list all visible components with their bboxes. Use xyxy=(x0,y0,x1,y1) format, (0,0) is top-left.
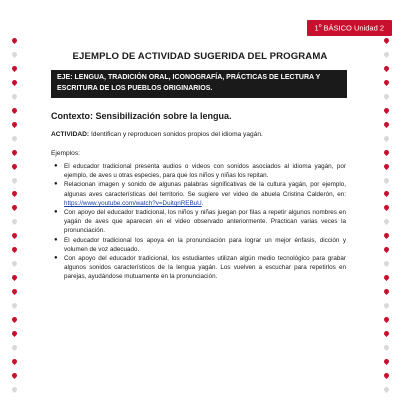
drop-ornament-icon xyxy=(382,176,389,183)
drop-ornament-icon xyxy=(382,288,389,295)
drop-ornament-icon xyxy=(10,79,17,86)
bullet-icon: ● xyxy=(54,255,58,262)
drop-ornament-icon xyxy=(10,204,17,211)
examples-label: Ejemplos: xyxy=(51,150,80,157)
activity-text: Identifican y reproducen sonidos propios del idioma yagán. xyxy=(89,131,263,138)
list-item-text: Con apoyo del educador tradicional, los niños y niñas juegan por filas a repetir algunos nombres en yagán de aves que aparecen en el video observado anteriormente. Practican varias veces la pronunciación. xyxy=(64,209,346,235)
list-item xyxy=(54,180,346,208)
drop-ornament-icon xyxy=(382,302,389,309)
left-decorative-border xyxy=(8,38,20,392)
drop-ornament-icon xyxy=(382,163,389,170)
list-item xyxy=(54,236,346,254)
list-item xyxy=(54,254,346,282)
list-item-text: El educador tradicional presenta audios o videos con sonidos asociados al idioma yagán, por ejemplo, de aves u otras especies, para que los niños y niñas los repitan. xyxy=(64,163,346,180)
drop-ornament-icon xyxy=(382,79,389,86)
drop-ornament-icon xyxy=(10,107,17,114)
drop-ornament-icon xyxy=(10,232,17,239)
drop-ornament-icon xyxy=(10,218,17,225)
activity-line xyxy=(51,131,351,138)
drop-ornament-icon xyxy=(382,358,389,365)
drop-ornament-icon xyxy=(10,93,17,100)
drop-ornament-icon xyxy=(382,372,389,379)
drop-ornament-icon xyxy=(10,190,17,197)
eje-banner: EJE: LENGUA, TRADICIÓN ORAL, ICONOGRAFÍA, PRÁCTICAS DE LECTURA Y ESCRITURA DE LOS PUEBLOS ORIGINARIOS. xyxy=(51,70,347,98)
drop-ornament-icon xyxy=(382,149,389,156)
bullet-icon: ● xyxy=(54,181,58,188)
drop-ornament-icon xyxy=(10,65,17,72)
list-item xyxy=(54,162,346,180)
drop-ornament-icon xyxy=(382,190,389,197)
drop-ornament-icon xyxy=(10,274,17,281)
list-item xyxy=(54,208,346,236)
grade-superscript: o xyxy=(318,23,322,29)
grade-number: 1 xyxy=(314,23,319,33)
list-item-suffix: . xyxy=(201,199,204,207)
drop-ornament-icon xyxy=(10,344,17,351)
drop-ornament-icon xyxy=(10,149,17,156)
drop-ornament-icon xyxy=(382,316,389,323)
drop-ornament-icon xyxy=(382,65,389,72)
right-decorative-border xyxy=(380,38,392,392)
drop-ornament-icon xyxy=(382,204,389,211)
unit-tag xyxy=(307,20,392,36)
drop-ornament-icon xyxy=(382,274,389,281)
drop-ornament-icon xyxy=(10,288,17,295)
bullet-icon: ● xyxy=(54,209,58,216)
unit-label: BÁSICO Unidad 2 xyxy=(321,23,384,33)
drop-ornament-icon xyxy=(382,260,389,267)
examples-list xyxy=(54,162,346,282)
drop-ornament-icon xyxy=(382,121,389,128)
drop-ornament-icon xyxy=(10,246,17,253)
drop-ornament-icon xyxy=(10,135,17,142)
activity-label: ACTIVIDAD: xyxy=(51,131,90,138)
bullet-icon: ● xyxy=(54,236,58,243)
context-heading: Contexto: Sensibilización sobre la lengua. xyxy=(51,111,232,121)
drop-ornament-icon xyxy=(10,176,17,183)
drop-ornament-icon xyxy=(382,330,389,337)
drop-ornament-icon xyxy=(382,37,389,44)
list-item-text: Con apoyo del educador tradicional, los estudiantes utilizan algún medio tecnológico para grabar algunos sonidos característicos de la lengua yagán. Los vuelven a escuchar para repetirlos en parejas, ayudándose mutuamente en la pronunciación. xyxy=(64,255,346,281)
drop-ornament-icon xyxy=(382,344,389,351)
drop-ornament-icon xyxy=(382,107,389,114)
drop-ornament-icon xyxy=(10,260,17,267)
drop-ornament-icon xyxy=(10,163,17,170)
drop-ornament-icon xyxy=(382,218,389,225)
list-item-text: Relacionan imagen y sonido de algunas palabras significativas de la cultura yagán, por ejemplo, algunas aves características del territorio. Se sugiere ver video de abuela Cristina Calderón, en: xyxy=(64,181,346,198)
drop-ornament-icon xyxy=(10,330,17,337)
drop-ornament-icon xyxy=(10,358,17,365)
page-title: EJEMPLO DE ACTIVIDAD SUGERIDA DEL PROGRAMA xyxy=(72,51,328,62)
drop-ornament-icon xyxy=(382,93,389,100)
youtube-link[interactable]: https://www.youtube.com/watch?v=DuitqnREBuU xyxy=(64,199,202,207)
drop-ornament-icon xyxy=(382,135,389,142)
list-item-text: El educador tradicional los apoya en la pronunciación para lograr un mejor énfasis, dicción y volumen de voz adecuado. xyxy=(64,236,346,253)
drop-ornament-icon xyxy=(382,232,389,239)
drop-ornament-icon xyxy=(10,386,17,393)
drop-ornament-icon xyxy=(382,386,389,393)
drop-ornament-icon xyxy=(10,302,17,309)
drop-ornament-icon xyxy=(10,37,17,44)
drop-ornament-icon xyxy=(10,316,17,323)
drop-ornament-icon xyxy=(10,121,17,128)
bullet-icon: ● xyxy=(54,163,58,169)
drop-ornament-icon xyxy=(10,372,17,379)
drop-ornament-icon xyxy=(382,246,389,253)
